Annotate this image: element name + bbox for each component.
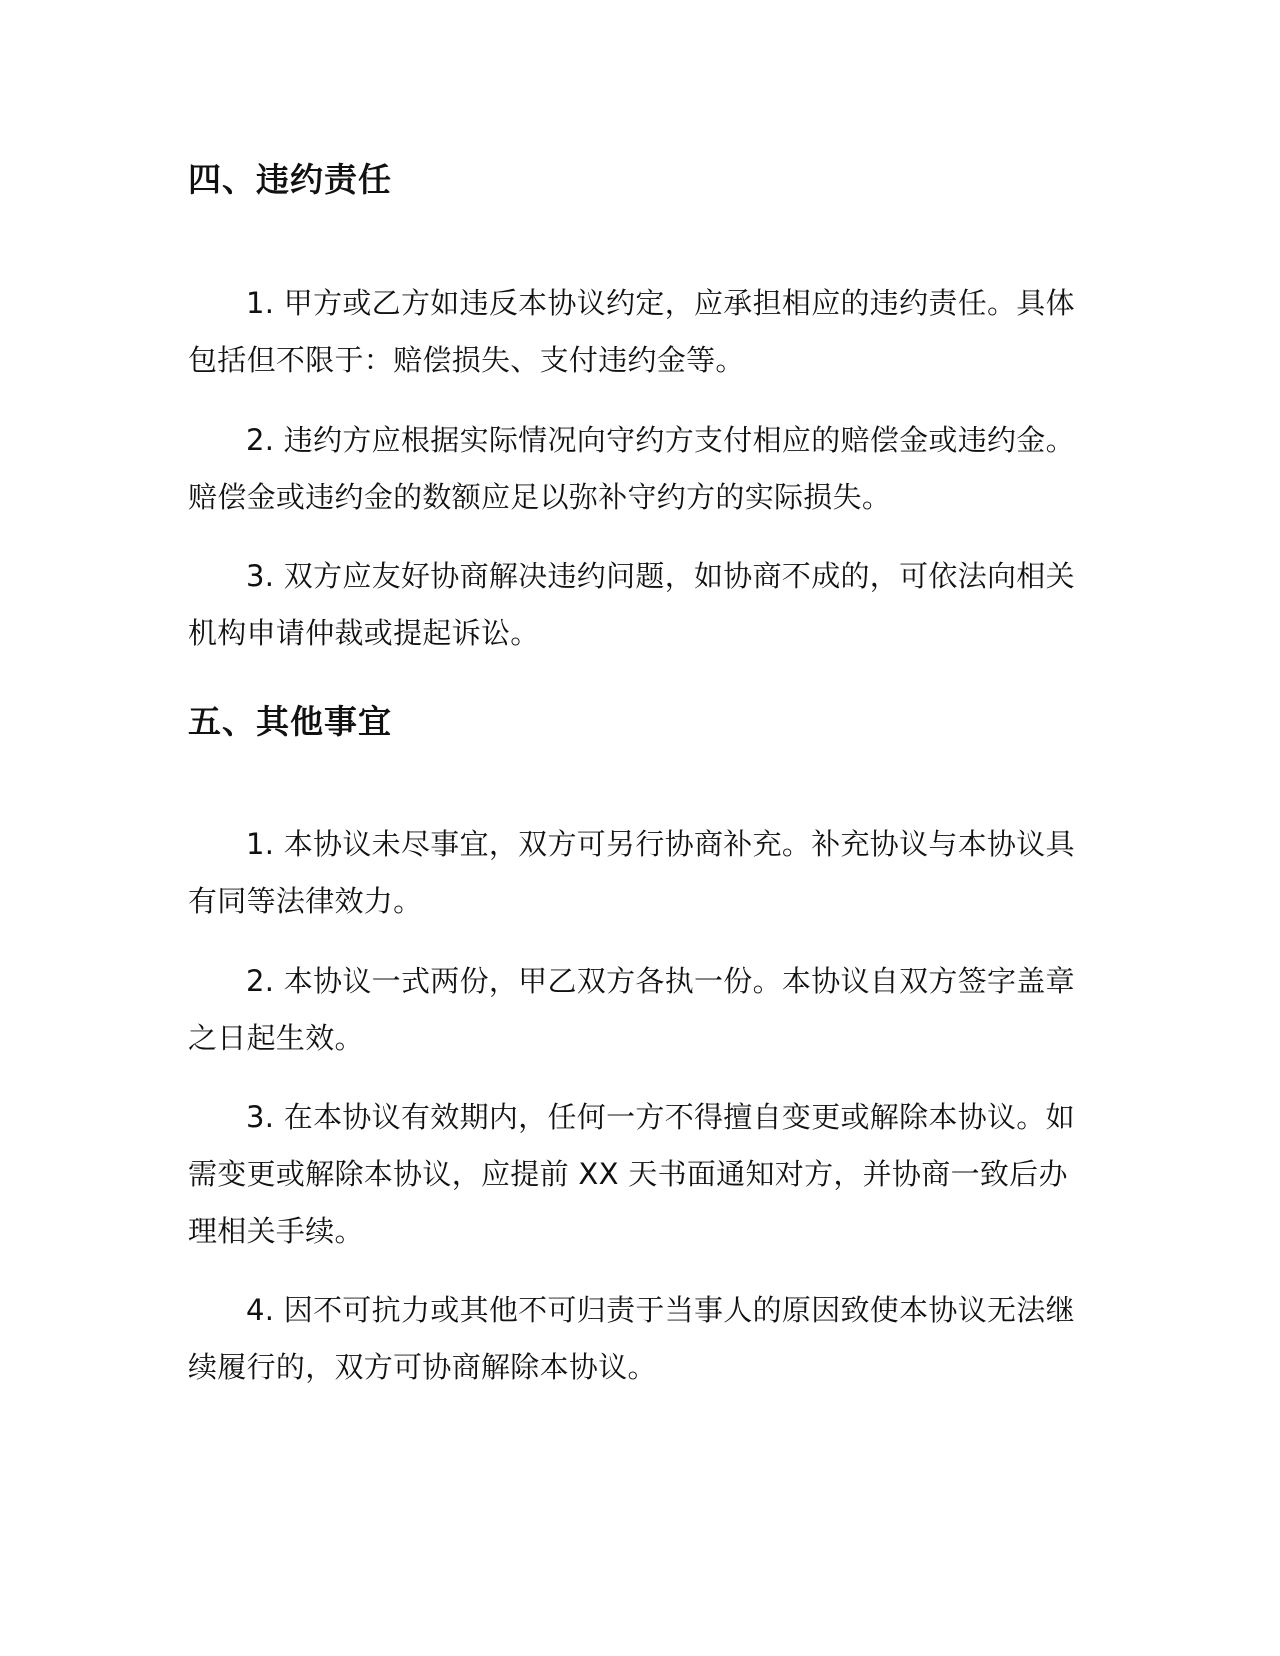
clause-paragraph: 2. 本协议一式两份，甲乙双方各执一份。本协议自双方签字盖章之日起生效。 xyxy=(188,964,1075,1055)
section-heading-other-matters: 五、其他事宜 xyxy=(188,702,392,741)
clause-paragraph: 1. 本协议未尽事宜，双方可另行协商补充。补充协议与本协议具有同等法律效力。 xyxy=(188,827,1075,918)
clause-paragraph: 3. 在本协议有效期内，任何一方不得擅自变更或解除本协议。如需变更或解除本协议，应提前 XX 天书面通知对方，并协商一致后办理相关手续。 xyxy=(188,1100,1075,1248)
section-heading-breach-liability: 四、违约责任 xyxy=(188,160,392,199)
clause-paragraph: 2. 违约方应根据实际情况向守约方支付相应的赔偿金或违约金。赔偿金或违约金的数额应足以弥补守约方的实际损失。 xyxy=(188,423,1075,514)
clause-paragraph: 3. 双方应友好协商解决违约问题，如协商不成的，可依法向相关机构申请仲裁或提起诉讼。 xyxy=(188,559,1075,650)
clause-paragraph: 1. 甲方或乙方如违反本协议约定，应承担相应的违约责任。具体包括但不限于：赔偿损失、支付违约金等。 xyxy=(188,286,1075,377)
clause-paragraph: 4. 因不可抗力或其他不可归责于当事人的原因致使本协议无法继续履行的，双方可协商解除本协议。 xyxy=(188,1293,1075,1384)
